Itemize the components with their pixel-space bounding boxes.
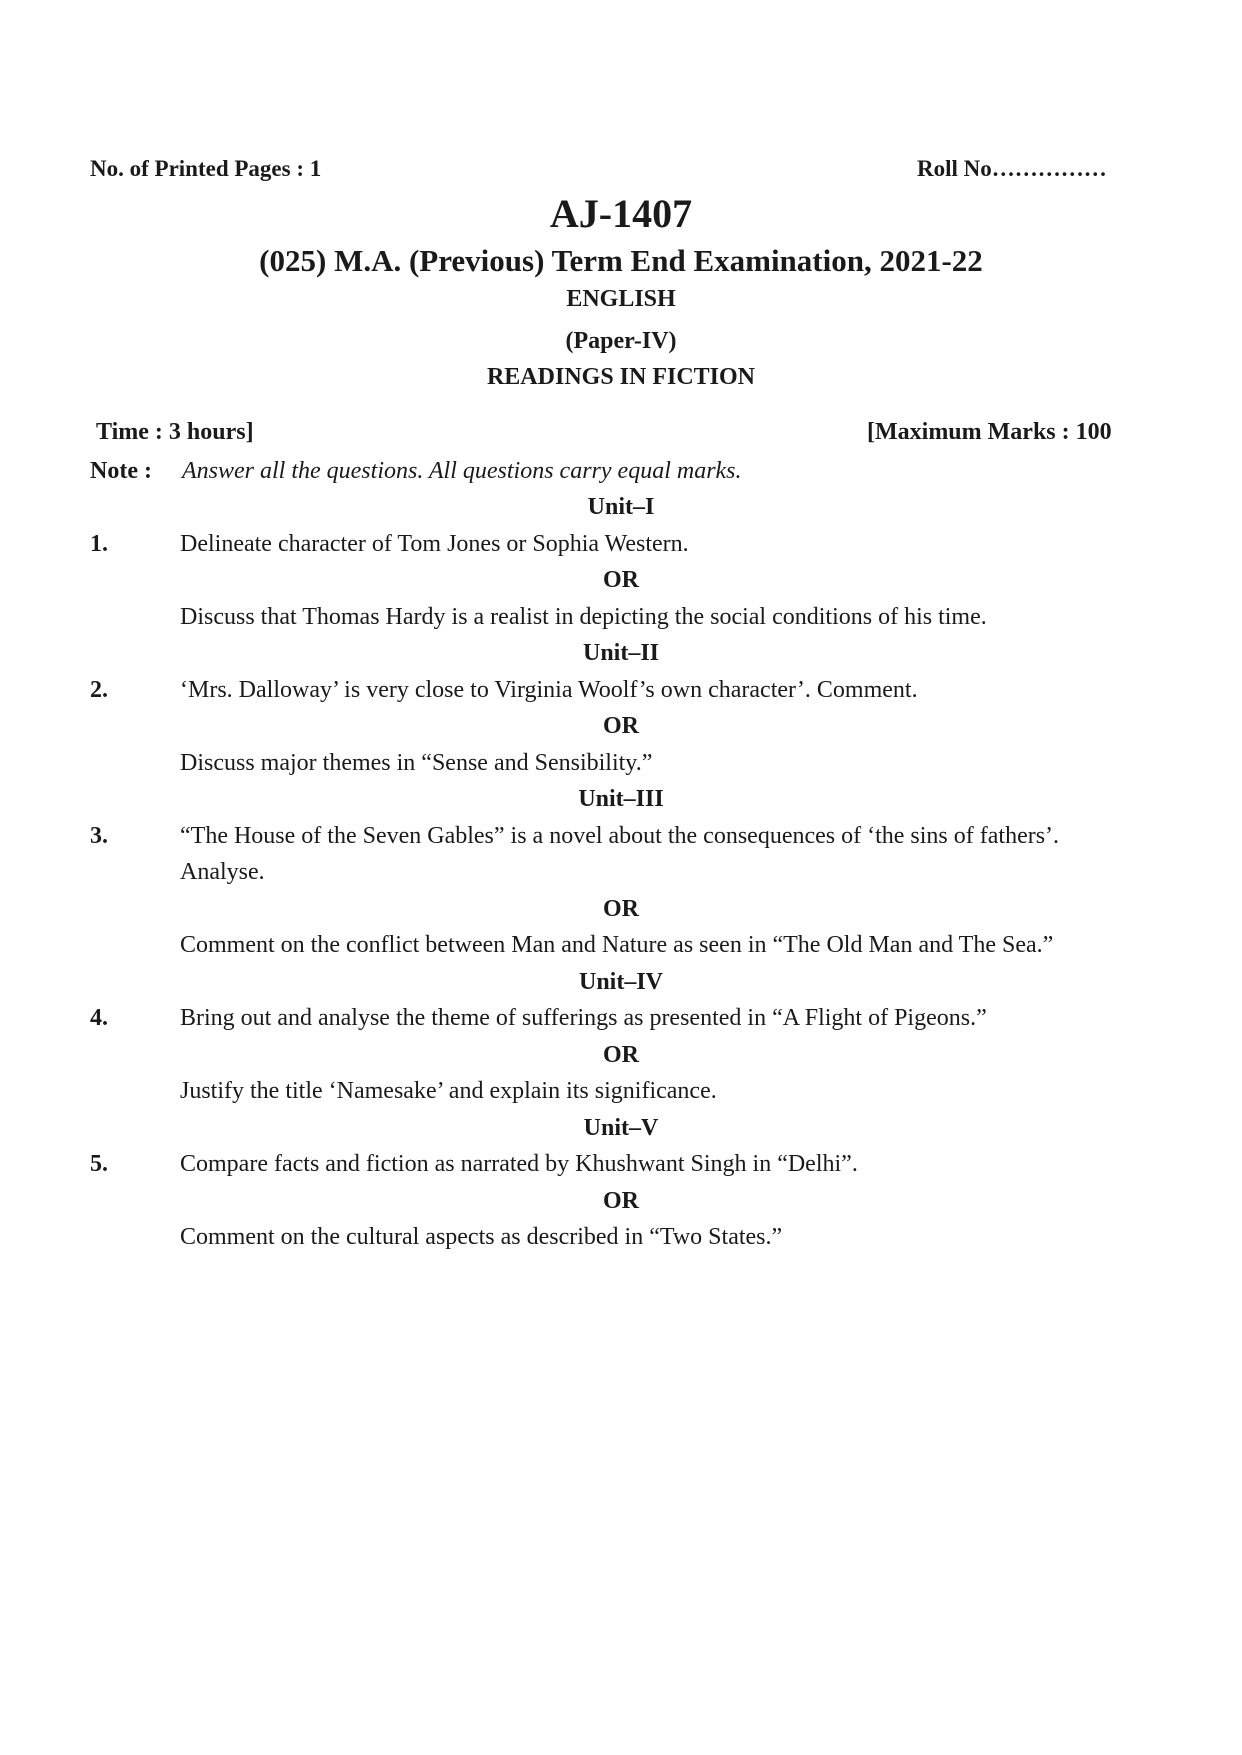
paper-code: AJ-1407 bbox=[549, 191, 693, 236]
or-separator: OR bbox=[603, 896, 639, 922]
note-label: Note : bbox=[90, 458, 152, 484]
question-number: 5. bbox=[90, 1151, 108, 1177]
exam-title: (025) M.A. (Previous) Term End Examination, 2021-22 bbox=[259, 243, 983, 278]
course-title: READINGS IN FICTION bbox=[486, 364, 756, 390]
maximum-marks: [Maximum Marks : 100 bbox=[867, 419, 1112, 445]
unit-heading: Unit–V bbox=[583, 1115, 659, 1141]
unit-heading: Unit–III bbox=[578, 786, 664, 812]
question-text: Discuss major themes in “Sense and Sensibility.” bbox=[180, 750, 653, 776]
question-text: Justify the title ‘Namesake’ and explain its significance. bbox=[180, 1078, 717, 1104]
question-text: Delineate character of Tom Jones or Sophia Western. bbox=[180, 531, 689, 557]
question-text-continued: Analyse. bbox=[180, 859, 265, 885]
paper-number: (Paper-IV) bbox=[565, 328, 677, 354]
question-text: “The House of the Seven Gables” is a novel about the consequences of ‘the sins of fathers’. bbox=[180, 823, 1060, 849]
time-allowed: Time : 3 hours] bbox=[96, 419, 254, 445]
question-number: 2. bbox=[90, 677, 108, 703]
question-number: 4. bbox=[90, 1005, 108, 1031]
question-text: Compare facts and fiction as narrated by Khushwant Singh in “Delhi”. bbox=[180, 1151, 858, 1177]
unit-heading: Unit–II bbox=[582, 640, 660, 666]
question-text: ‘Mrs. Dalloway’ is very close to Virginia Woolf’s own character’. Comment. bbox=[180, 677, 918, 703]
question-text: Comment on the cultural aspects as described in “Two States.” bbox=[180, 1224, 783, 1250]
question-text: Bring out and analyse the theme of sufferings as presented in “A Flight of Pigeons.” bbox=[180, 1005, 987, 1031]
roll-number-field: Roll No…………… bbox=[917, 156, 1107, 181]
question-number: 3. bbox=[90, 823, 108, 849]
subject-name: ENGLISH bbox=[566, 286, 676, 312]
unit-heading: Unit–IV bbox=[578, 969, 663, 995]
or-separator: OR bbox=[603, 1042, 639, 1068]
question-text: Discuss that Thomas Hardy is a realist in depicting the social conditions of his time. bbox=[180, 604, 987, 630]
unit-heading: Unit–I bbox=[587, 494, 655, 520]
question-text: Comment on the conflict between Man and Nature as seen in “The Old Man and The Sea.” bbox=[180, 932, 1054, 958]
or-separator: OR bbox=[603, 567, 639, 593]
printed-pages-count: No. of Printed Pages : 1 bbox=[90, 156, 322, 181]
question-number: 1. bbox=[90, 531, 108, 557]
note-text: Answer all the questions. All questions carry equal marks. bbox=[182, 458, 742, 484]
or-separator: OR bbox=[603, 1188, 639, 1214]
or-separator: OR bbox=[603, 713, 639, 739]
